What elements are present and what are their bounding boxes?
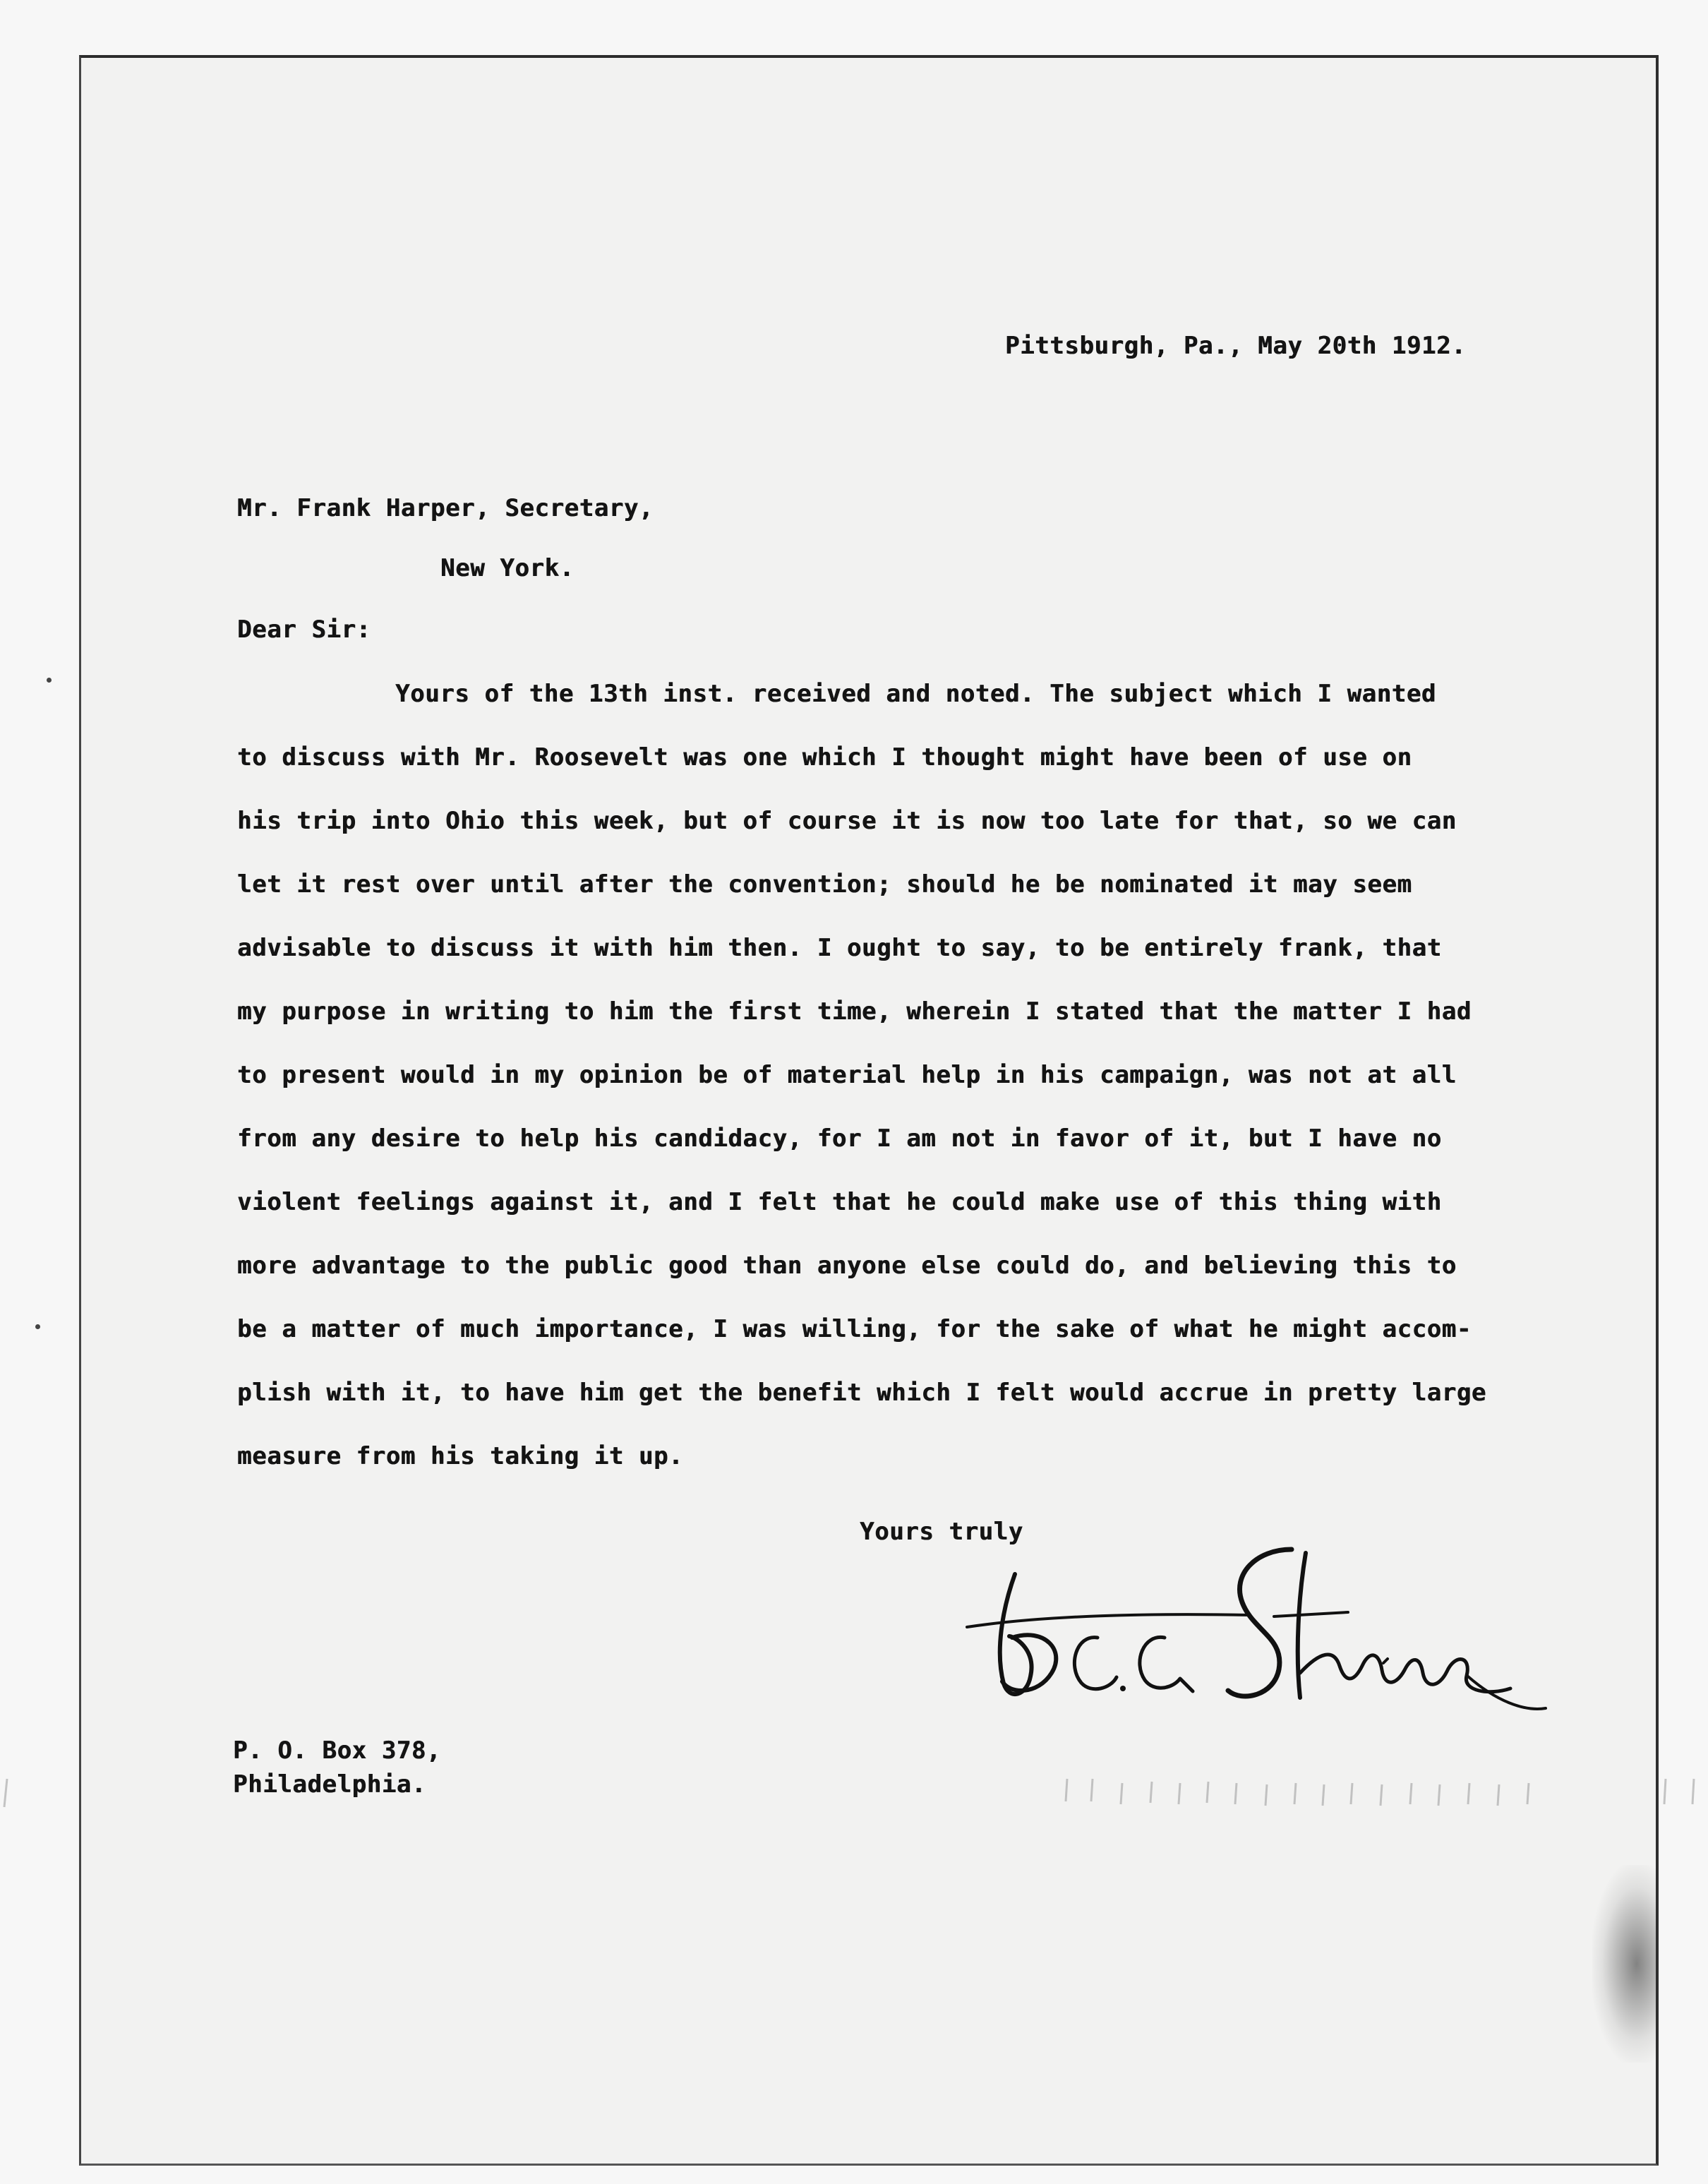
postal-city-line: Philadelphia. — [233, 1770, 426, 1799]
salutation: Dear Sir: — [237, 616, 371, 644]
body-line: be a matter of much importance, I was willing, for the sake of what he might accom- — [237, 1315, 1472, 1343]
body-line: to present would in my opinion be of material help in his campaign, was not at all — [237, 1061, 1457, 1089]
city-line: New York. — [440, 554, 575, 582]
postal-address-line: P. O. Box 378, — [233, 1736, 441, 1765]
body-line: violent feelings against it, and I felt that he could make use of this thing with — [237, 1188, 1442, 1216]
recipient-line: Mr. Frank Harper, Secretary, — [237, 494, 654, 522]
letter-sheet — [79, 55, 1659, 2166]
body-line: advisable to discuss it with him then. I ought to say, to be entirely frank, that — [237, 934, 1442, 962]
date-line: Pittsburgh, Pa., May 20th 1912. — [1005, 332, 1467, 360]
body-line: his trip into Ohio this week, but of course it is now too late for that, so we can — [237, 807, 1457, 835]
body-line: from any desire to help his candidacy, for I am not in favor of it, but I have no — [237, 1124, 1442, 1153]
body-line: measure from his taking it up. — [237, 1442, 684, 1470]
edge-smudge — [1592, 1865, 1656, 2063]
body-line: my purpose in writing to him the first time, wherein I stated that the matter I had — [237, 997, 1472, 1026]
body-line: Yours of the 13th inst. received and noted. The subject which I wanted — [395, 680, 1436, 708]
body-line: more advantage to the public good than anyone else could do, and believing this to — [237, 1252, 1457, 1280]
speck — [47, 678, 52, 683]
body-line: to discuss with Mr. Roosevelt was one which I thought might have been of use on — [237, 743, 1412, 772]
speck — [35, 1324, 40, 1329]
closing: Yours truly — [860, 1518, 1023, 1546]
bleed-through-marks — [0, 1758, 1708, 1821]
body-line: let it rest over until after the convention; should he be nominated it may seem — [237, 870, 1412, 899]
handwritten-signature — [953, 1532, 1553, 1715]
body-line: plish with it, to have him get the benefit which I felt would accrue in pretty large — [237, 1379, 1486, 1407]
